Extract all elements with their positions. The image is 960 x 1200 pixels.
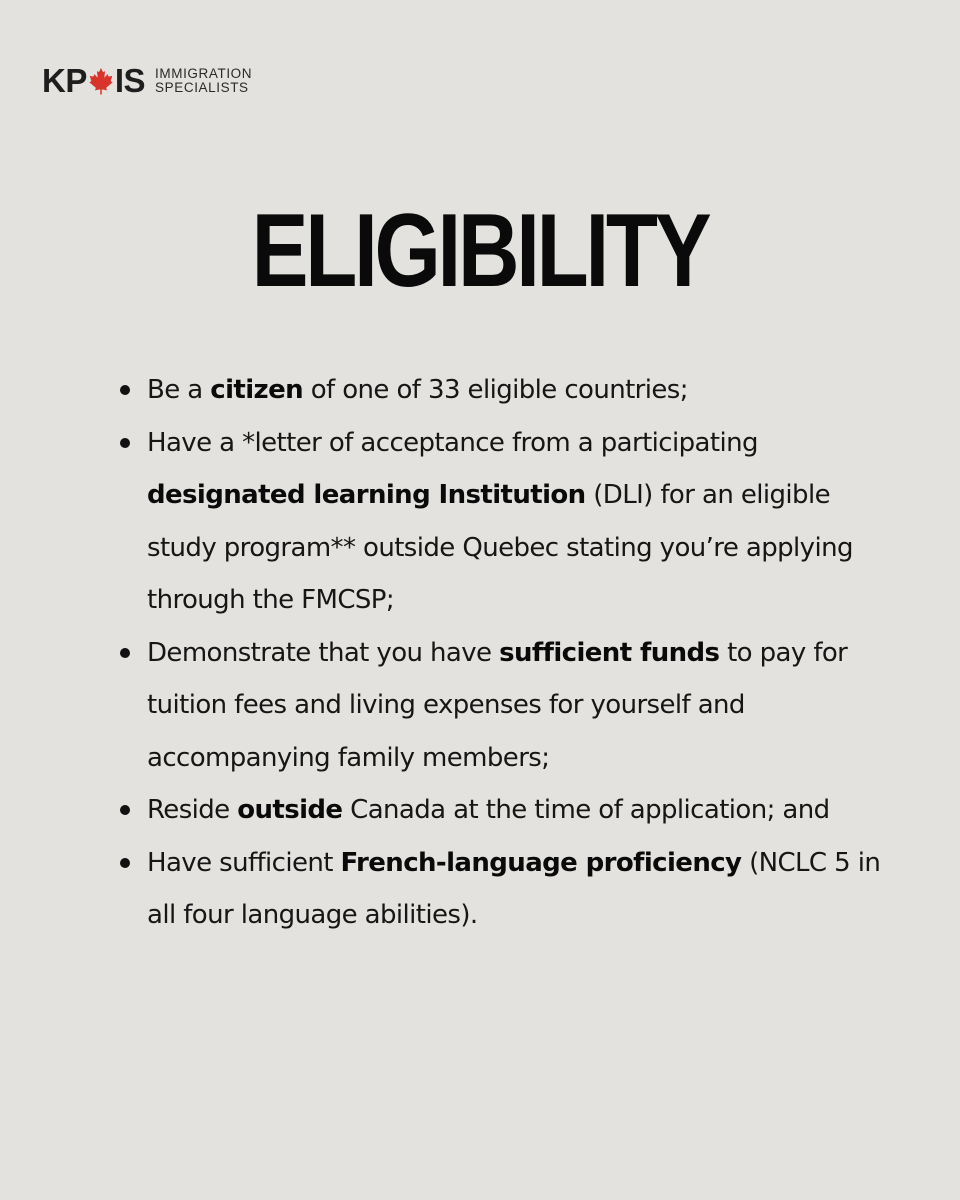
list-item xyxy=(0,364,960,417)
list-item xyxy=(0,627,960,785)
bullet-icon xyxy=(120,858,130,868)
maple-leaf-icon xyxy=(88,67,114,95)
list-item-emphasis: designated learning Institution xyxy=(147,480,586,510)
bullet-icon xyxy=(120,438,130,448)
list-item xyxy=(0,837,960,942)
list-item-text: Have a *letter of acceptance from a participating xyxy=(147,427,758,458)
list-item xyxy=(0,417,960,627)
brand-logo xyxy=(42,64,252,98)
logo-wordmark-left: KP xyxy=(42,62,87,99)
list-item-text: to pay for tuition fees and living expenses for yourself and accompanying family members; xyxy=(147,637,848,773)
list-item-text: Demonstrate that you have xyxy=(147,637,500,668)
bullet-icon xyxy=(120,385,130,395)
list-item-text: (DLI) for an eligible study program** outside Quebec stating you’re applying through the FMCSP; xyxy=(147,480,853,615)
list-item-emphasis: citizen xyxy=(210,375,304,405)
list-item-text: (NCLC 5 in all four language abilities). xyxy=(147,847,881,930)
list-item-emphasis: sufficient funds xyxy=(499,637,720,668)
list-item-text: Canada at the time of application; and xyxy=(342,795,830,825)
logo-tagline xyxy=(155,67,252,95)
bullet-icon xyxy=(120,648,130,658)
logo-wordmark-right: IS xyxy=(114,62,146,99)
list-item xyxy=(0,784,960,837)
list-item-text: of one of 33 eligible countries; xyxy=(303,375,688,405)
list-item-emphasis: outside xyxy=(237,795,343,825)
bullet-icon xyxy=(120,805,130,815)
logo-tagline-line2: SPECIALISTS xyxy=(155,80,249,95)
list-item-emphasis: French-language proficiency xyxy=(340,847,742,878)
list-item-text: Have sufficient xyxy=(147,847,341,878)
logo-tagline-line1: IMMIGRATION xyxy=(155,66,253,81)
logo-wordmark xyxy=(42,64,145,98)
list-item-text: Be a xyxy=(147,375,211,405)
eligibility-list xyxy=(0,364,960,942)
list-item-text: Reside xyxy=(147,795,238,825)
page-title: ELIGIBILITY xyxy=(251,193,709,309)
